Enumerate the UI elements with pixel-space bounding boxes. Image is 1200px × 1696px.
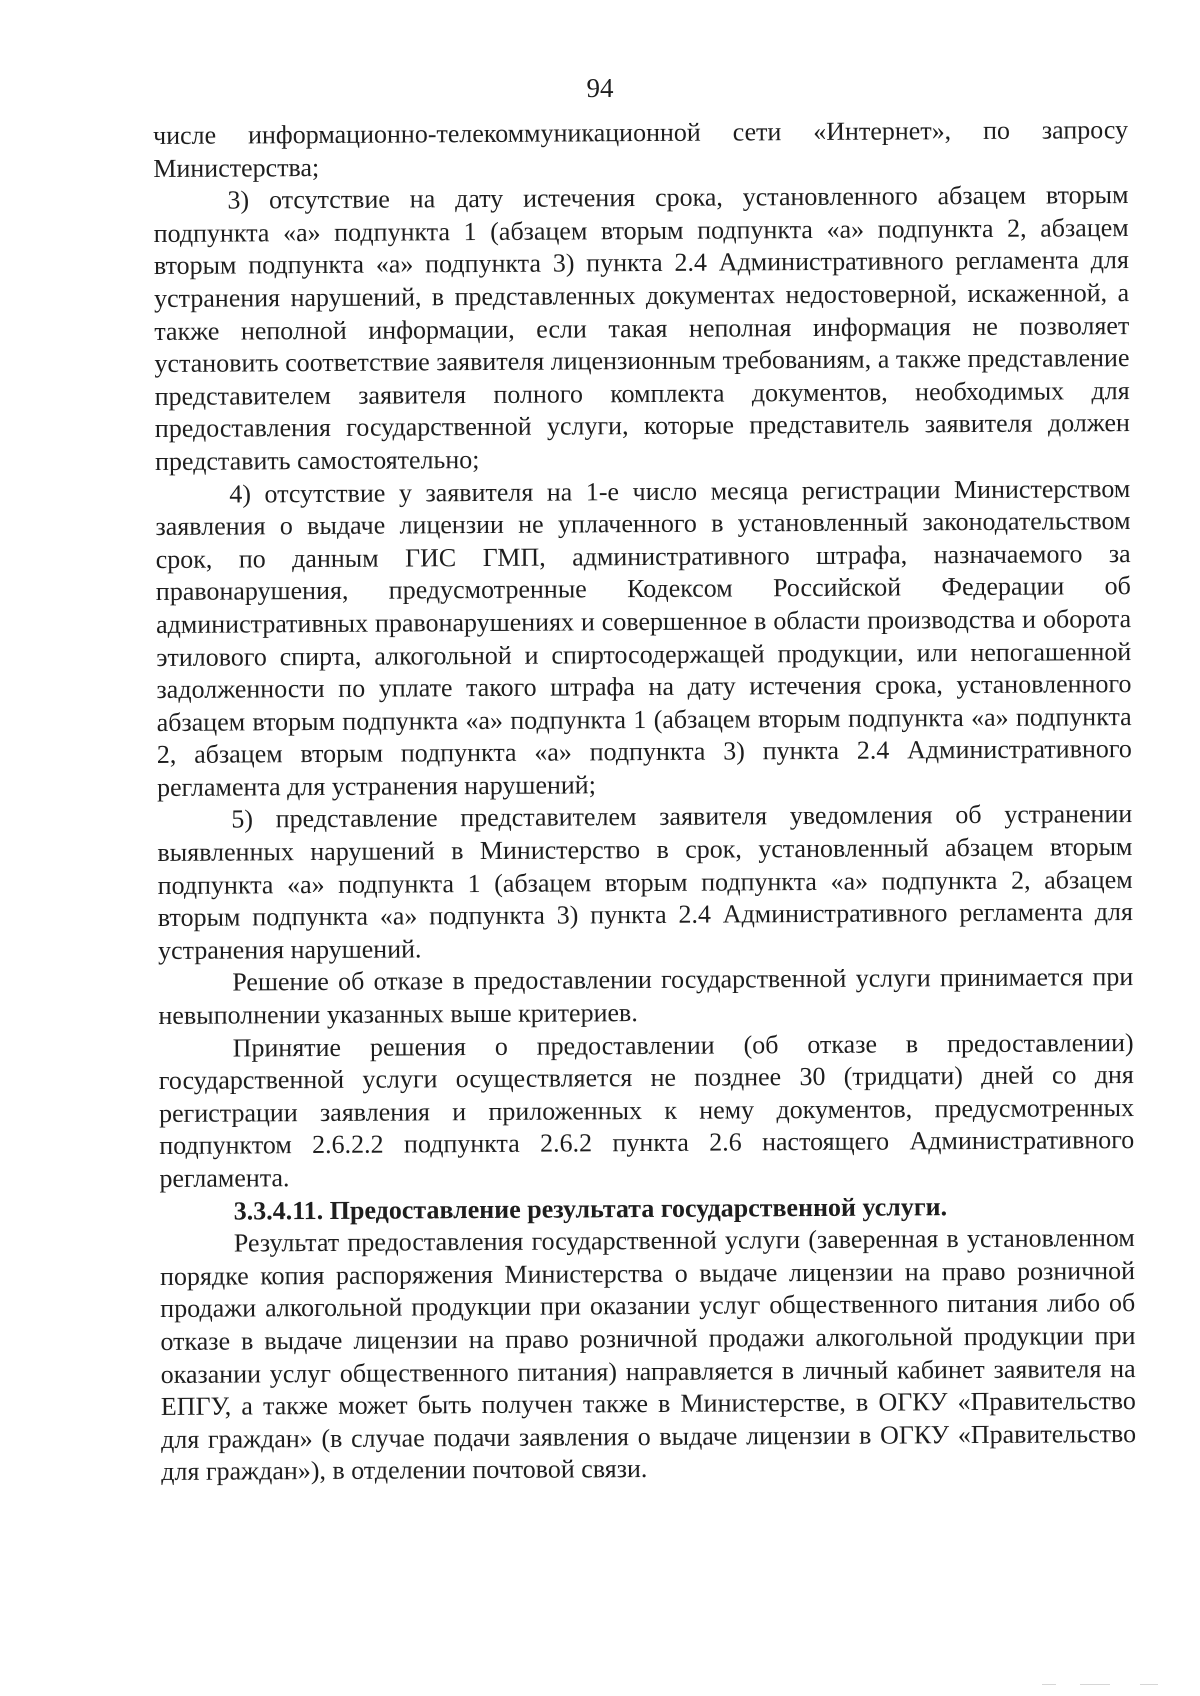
section-heading: 3.3.4.11. Предоставление результата государственной услуги.: [233, 1191, 948, 1226]
paragraph-item-3: 3) отсутствие на дату истечения срока, установленного абзацем вторым подпункта «а» подпункта 1 (абзацем вторым подпункта «а» подпункта 2, абзацем вторым подпункта «а» подпункта 3) пункта 2.4 Административного регламента для устранения нарушений, в представленных документах недостоверной, искаженной, а также неполной информации, если такая неполная информация не позволяет установить соответствие заявителя лицензионным требованиям, а также представление представителем заявителя полного комплекта документов, необходимых для предоставления государственной услуги, которые представитель заявителя должен представить самостоятельно;: [153, 180, 1130, 476]
paragraph-continuation: числе информационно-телекоммуникационной сети «Интернет», по запросу Министерства;: [153, 115, 1129, 183]
page-number: 94: [586, 73, 614, 103]
paragraph-refusal-decision: Решение об отказе в предоставлении государственной услуги принимается при невыполнении указанных выше критериев.: [158, 962, 1134, 1031]
paragraph-service-result: Результат предоставления государственной услуги (заверенная в установленном порядке копия распоряжения Министерства о выдаче лицензии на право розничной продажи алкогольной продукции при оказании услуг общественного питания либо об отказе в выдаче лицензии на право розничной продажи алкогольной продукции при оказании услуг общественного питания) направляется в личный кабинет заявителя на ЕПГУ, а также может быть получен также в Министерстве, в ОГКУ «Правительство для граждан» (в случае подачи заявления о выдаче лицензии в ОГКУ «Правительство для граждан»), в отделении почтовой связи.: [159, 1223, 1137, 1487]
paragraph-decision-deadline: Принятие решения о предоставлении (об отказе в предоставлении) государственной услуги осуществляется не позднее 30 (тридцати) дней со дня регистрации заявления и приложенных к нему документов, предусмотренных подпунктом 2.6.2.2 подпункта 2.6.2 пункта 2.6 настоящего Административного регламента.: [158, 1027, 1135, 1193]
scan-artifact: [1080, 1684, 1110, 1685]
scan-artifact: [1042, 1684, 1056, 1685]
document-body: [153, 114, 1136, 1489]
scan-artifact: [1140, 1684, 1158, 1685]
paragraph-item-4: 4) отсутствие у заявителя на 1-е число месяца регистрации Министерством заявления о выдаче лицензии не уплаченного в установленный законодательством срок, по данным ГИС ГМП, административного штрафа, назначаемого за правонарушения, предусмотренные Кодексом Российской Федерации об административных правонарушениях и совершенное в области производства и оборота этилового спирта, алкогольной и спиртосодержащей продукции, или непогашенной задолженности по уплате такого штрафа на дату истечения срока, установленного абзацем вторым подпункта «а» подпункта 1 (абзацем вторым подпункта «а» подпункта 2, абзацем вторым подпункта «а» подпункта 3) пункта 2.4 Административного регламента для устранения нарушений;: [155, 473, 1132, 802]
paragraph-item-5: 5) представление представителем заявителя уведомления об устранении выявленных нарушений в Министерство в срок, установленный абзацем вторым подпункта «а» подпункта 1 (абзацем вторым подпункта «а» подпункта 2, абзацем вторым подпункта «а» подпункта 3) пункта 2.4 Административного регламента для устранения нарушений.: [157, 799, 1133, 965]
